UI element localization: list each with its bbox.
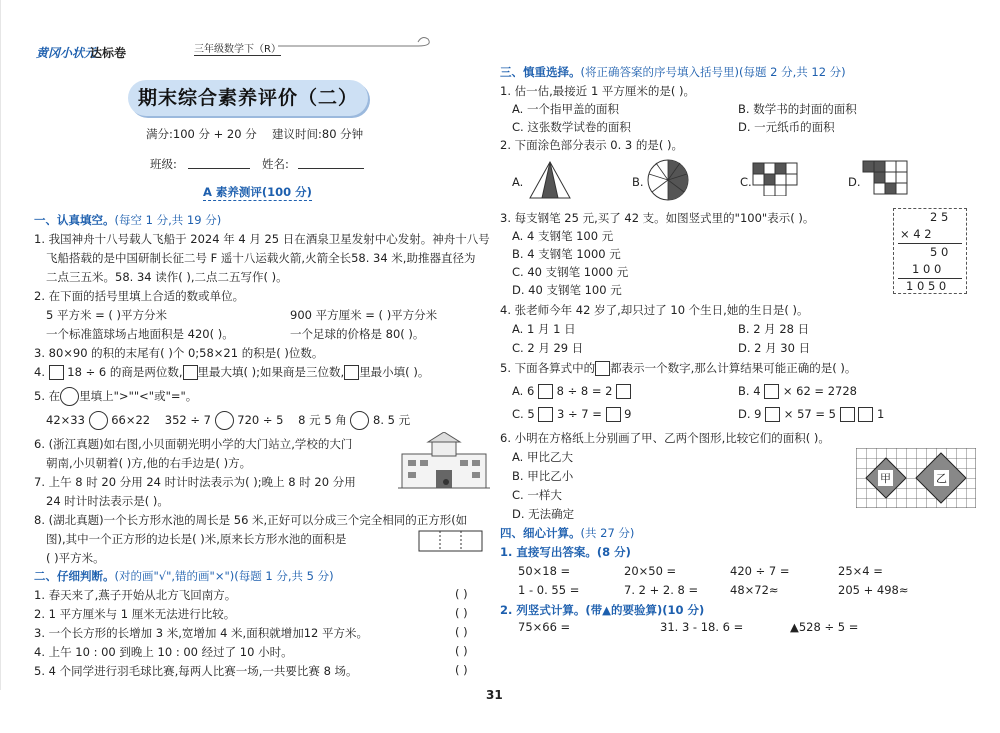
option[interactable]: D.	[848, 175, 861, 189]
s1-q8-line3: ( )平方米。	[46, 551, 105, 565]
judge-1: 1. 春天来了,燕子开始从北方飞回南方。	[34, 588, 237, 602]
calc-item: 1 - 0. 55 =	[518, 583, 580, 597]
series-name: 达标卷	[90, 46, 127, 60]
area-grid-figure	[856, 448, 976, 508]
calc-item: 48×72≈	[730, 583, 779, 597]
s1-q7-line2: 24 时计时法表示是( )。	[46, 494, 169, 508]
judge-4: 4. 上午 10 : 00 到晚上 10 : 00 经过了 10 小时。	[34, 645, 293, 659]
calc-item: 20×50 =	[624, 564, 677, 578]
compare-circle[interactable]	[89, 411, 108, 430]
option[interactable]: B. 甲比乙小	[512, 469, 574, 483]
class-label: 班级:	[150, 157, 177, 171]
name-field[interactable]	[298, 168, 364, 169]
option[interactable]: B. 2 月 28 日	[738, 322, 810, 336]
section1-heading: 一、认真填空。(每空 1 分,共 19 分)	[34, 213, 222, 227]
option[interactable]: A. 甲比乙大	[512, 450, 573, 464]
section4-heading: 四、细心计算。(共 27 分)	[500, 526, 635, 540]
answer-paren[interactable]: ( )	[455, 625, 468, 639]
time-info: 建议时间:80 分钟	[272, 127, 364, 141]
option[interactable]: C.	[740, 175, 752, 189]
option[interactable]: A.	[512, 175, 524, 189]
center-divider	[0, 0, 1, 690]
option[interactable]: C. 40 支钢笔 1000 元	[512, 265, 629, 279]
answer-paren[interactable]: ( )	[455, 606, 468, 620]
s1-q7-line1: 7. 上午 8 时 20 分用 24 时计时法表示为( );晚上 8 时 20 分用	[34, 475, 356, 489]
brand-logo: 黄冈小状元	[36, 46, 97, 60]
option[interactable]: B. 数学书的封面的面积	[738, 102, 857, 116]
s4-q1: 1. 直接写出答案。(8 分)	[500, 545, 631, 559]
option[interactable]: A. 1 月 1 日	[512, 322, 576, 336]
name-label: 姓名:	[262, 157, 289, 171]
s1-q6-line2: 朝南,小贝朝着( )方,他的右手边是( )方。	[46, 456, 252, 470]
option[interactable]: C. 2 月 29 日	[512, 341, 584, 355]
calc-item: 420 ÷ 7 =	[730, 564, 790, 578]
option[interactable]: C. 一样大	[512, 488, 562, 502]
blank-box[interactable]	[344, 365, 359, 380]
option[interactable]: B. 4 支钢笔 1000 元	[512, 247, 621, 261]
option[interactable]: A. 一个指甲盖的面积	[512, 102, 619, 116]
option[interactable]: D. 9 × 57 = 5 1	[738, 407, 885, 421]
answer-paren[interactable]: ( )	[455, 587, 468, 601]
triangle-figure	[528, 160, 572, 200]
shape-jia-label: 甲	[880, 472, 891, 485]
s1-q6-line1: 6. (浙江真题)如右图,小贝面朝光明小学的大门站立,学校的大门	[34, 437, 353, 451]
blank-box[interactable]	[183, 365, 198, 380]
option[interactable]: A. 6 8 ÷ 8 = 2	[512, 384, 631, 399]
calc-line: 1 0 0	[912, 262, 942, 276]
calc-line: 2 5	[930, 210, 949, 224]
grade-label: 三年级数学下（R）	[194, 40, 281, 56]
s1-q8-line1: 8. (湖北真题)一个长方形水池的周长是 56 米,正好可以分成三个完全相同的正方形(如	[34, 513, 468, 527]
header-swirl	[278, 36, 438, 50]
part-a-heading: A 素养测评(100 分)	[203, 185, 312, 199]
option[interactable]: B.	[632, 175, 644, 189]
calc-item: 25×4 =	[838, 564, 883, 578]
s1-q2b: 900 平方厘米 = ( )平方分米	[290, 308, 438, 322]
s1-q1-line2: 飞船搭载的是中国研制长征二号 F 遥十八运载火箭,火箭全长58. 34 米,助推器直径为	[46, 251, 476, 265]
section2-heading: 二、仔细判断。(对的画"√",错的画"×")(每题 1 分,共 5 分)	[34, 569, 334, 583]
shape-yi-label: 乙	[936, 472, 947, 485]
s3-q1: 1. 估一估,最接近 1 平方厘米的是( )。	[500, 84, 696, 98]
s1-q2a: 5 平方米 = ( )平方分米	[46, 308, 168, 322]
calc-item: 75×66 =	[518, 620, 571, 634]
calc-item: 31. 3 - 18. 6 =	[660, 620, 744, 634]
option[interactable]: C. 这张数学试卷的面积	[512, 120, 631, 134]
blank-box[interactable]	[49, 365, 64, 380]
grid-figure-d	[862, 160, 908, 198]
compare-circle[interactable]	[215, 411, 234, 430]
compare-circle[interactable]	[350, 411, 369, 430]
calc-item: ▲528 ÷ 5 =	[790, 620, 859, 634]
option[interactable]: C. 5 3 ÷ 7 = 9	[512, 407, 632, 421]
section3-heading: 三、慎重选择。(将正确答案的序号填入括号里)(每题 2 分,共 12 分)	[500, 65, 846, 79]
option[interactable]: D. 2 月 30 日	[738, 341, 811, 355]
s1-q5-row: 42×33 66×22 352 ÷ 7 720 ÷ 5 8 元 5 角 8. 5 元	[46, 411, 410, 430]
calc-line: × 4 2	[900, 227, 932, 241]
option[interactable]: D. 无法确定	[512, 507, 575, 521]
s1-q2d: 一个足球的价格是 80( )。	[290, 327, 425, 341]
s1-q8-line2: 图),其中一个正方形的边长是( )米,原来长方形水池的面积是	[46, 532, 347, 546]
option[interactable]: D. 一元纸币的面积	[738, 120, 835, 134]
s1-q3: 3. 80×90 的积的末尾有( )个 0;58×21 的积是( )位数。	[34, 346, 324, 360]
calc-item: 50×18 =	[518, 564, 571, 578]
score-info: 满分:100 分 + 20 分	[146, 127, 257, 141]
calc-line: 5 0	[930, 245, 949, 259]
s1-q4: 4. 18 ÷ 6 的商是两位数, 里最大填( );如果商是三位数, 里最小填( )。	[34, 365, 430, 379]
option[interactable]: A. 4 支钢笔 100 元	[512, 229, 614, 243]
judge-3: 3. 一个长方形的长增加 3 米,宽增加 4 米,面积就增加12 平方米。	[34, 626, 368, 640]
s1-q2c: 一个标准篮球场占地面积是 420( )。	[46, 327, 234, 341]
option[interactable]: D. 40 支钢笔 100 元	[512, 283, 622, 297]
s3-q4: 4. 张老师今年 42 岁了,却只过了 10 个生日,她的生日是( )。	[500, 303, 809, 317]
s1-q5: 5. 在 里填上">""<"或"="。	[34, 387, 197, 406]
calc-line: 1 0 5 0	[906, 279, 947, 293]
grid-figure-c	[752, 162, 798, 196]
answer-paren[interactable]: ( )	[455, 663, 468, 677]
school-gate-illustration	[398, 432, 490, 496]
s1-q1-line1: 1. 我国神舟十八号载人飞船于 2024 年 4 月 25 日在酒泉卫星发射中心发射。神舟十八号	[34, 232, 490, 246]
judge-5: 5. 4 个同学进行羽毛球比赛,每两人比赛一场,一共要比赛 8 场。	[34, 664, 358, 678]
exam-title: 期末综合素养评价（二）	[128, 80, 368, 116]
s4-q2: 2. 列竖式计算。(带▲的要验算)(10 分)	[500, 603, 705, 617]
compare-circle[interactable]	[60, 387, 79, 406]
answer-paren[interactable]: ( )	[455, 644, 468, 658]
s3-q2: 2. 下面涂色部分表示 0. 3 的是( )。	[500, 138, 684, 152]
s3-q3: 3. 每支钢笔 25 元,买了 42 支。如图竖式里的"100"表示( )。	[500, 211, 815, 225]
s1-q1-line3: 二点三五米。58. 34 读作( ),二点二五写作( )。	[46, 270, 288, 284]
pie-figure	[646, 158, 690, 202]
calc-rule	[898, 243, 962, 244]
class-field[interactable]	[188, 168, 250, 169]
calc-item: 7. 2 + 2. 8 =	[624, 583, 699, 597]
s3-q6: 6. 小明在方格纸上分别画了甲、乙两个图形,比较它们的面积( )。	[500, 431, 830, 445]
s3-q5: 5. 下面各算式中的 都表示一个数字,那么计算结果可能正确的是( )。	[500, 361, 857, 375]
option[interactable]: B. 4 × 62 = 2728	[738, 384, 857, 398]
blank-box	[595, 361, 610, 376]
s1-q2: 2. 在下面的括号里填上合适的数或单位。	[34, 289, 245, 303]
judge-2: 2. 1 平方厘米与 1 厘米无法进行比较。	[34, 607, 236, 621]
page-number: 31	[486, 688, 503, 702]
pool-diagram	[418, 530, 484, 552]
calc-item: 205 + 498≈	[838, 583, 909, 597]
